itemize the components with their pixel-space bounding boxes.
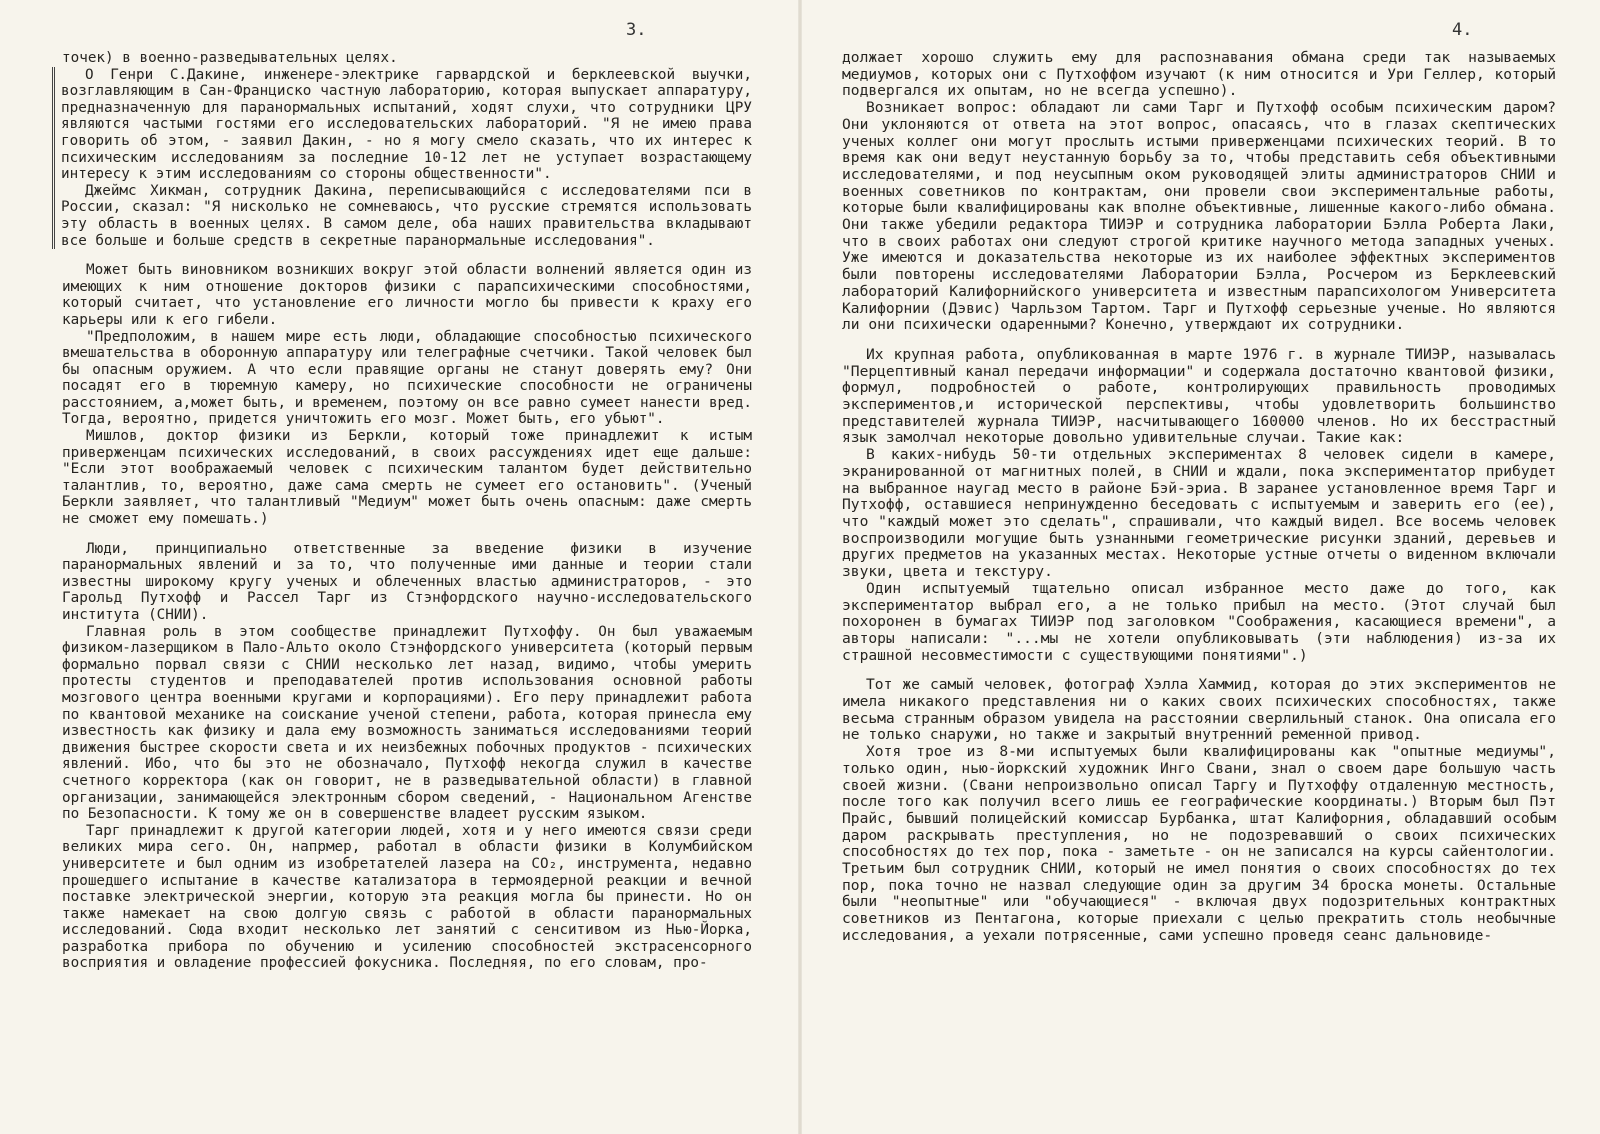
paragraph: Один испытуемый тщательно описал избранное место даже до того, как экспериментатор выбрал его, а не только прибыл на место. (Этот случай был похоронен в бумагах ТИИЭР под заголовком "Соображения, касающиеся времени", а авторы написали: "...мы не хотели опубликовывать (эти наблюдения) из-за их страшной несовместимости с существующими понятиями".): [842, 579, 1556, 664]
page-4: [800, 0, 1600, 1134]
paragraph-marked: О Генри С.Дакине, инженере-электрике гарвардской и берклеевской выучки, возглавляющим в Сан-Франциско частную лабораторию, которая выпускает аппаратуру, предназначенную для паранормальных испытаний, ходят слухи, что сотрудники ЦРУ являются частыми гостями его исследовательских лабораторий. "Я не имею права говорить об этом, - заявил Дакин, - но я могу смело сказать, что их интерес к психическим исследованиям за последние 10-12 лет не уступает возрастающему интересу к этим исследованиям со стороны общественности".: [52, 67, 752, 183]
paragraph: Может быть виновником возникших вокруг этой области волнений является один из имеющих к ним отношение докторов физики с парапсихическими способностями, который считает, что установление его личности могло бы привести к краху его карьеры или к его гибели.: [62, 262, 752, 328]
page-number: 3.: [626, 20, 647, 40]
paragraph: В каких-нибудь 50-ти отдельных экспериментах 8 человек сидели в камере, экранированной от магнитных полей, в СНИИ и ждали, пока экспериментатор прибудет на выбранное наугад место в районе Бэй-эриа. В заранее установленное время Тарг и Путхофф, оставшиеся непринужденно беседовать с испытуемым и заверить его (ее), что "каждый может это сделать", спрашивали, что каждый видел. Все восемь человек воспроизводили могущие быть узнанными геометрические рисунки зданий, деревьев и других предметов на указанных местах. Некоторые устные отчеты о виденном включали звуки, цвета и текстуру.: [842, 446, 1556, 581]
page-number: 4.: [1452, 20, 1473, 40]
paragraph: "Предположим, в нашем мире есть люди, обладающие способностью психического вмешательства в оборонную аппаратуру или телеграфные счетчики. Такой человек был бы опасным оружием. А что если правящие органы не станут доверять ему? Они посадят его в тюремную камеру, но психические способности не ограничены расстоянием, а,может быть, и временем, поэтому он все равно сумеет нанести вред. Тогда, вероятно, придется уничтожить его мозг. Может быть, его убьют".: [62, 328, 752, 428]
paragraph: точек) в военно-разведывательных целях.: [62, 50, 398, 66]
paragraph: Люди, принципиально ответственные за введение физики в изучение паранормальных явлений и за то, что полученные ими данные и теории стали известны широкому кругу ученых и облеченных властью администраторов, - это Гарольд Путхофф и Рассел Тарг из Стэнфордского научно-исследовательского института (СНИИ).: [62, 540, 752, 623]
paragraph: должает хорошо служить ему для распознавания обмана среди так называемых медиумов, которых они с Путхоффом изучают (к ним относится и Ури Геллер, который подвергался их опытам, но не всегда успешно).: [842, 49, 1556, 100]
paragraph: Тот же самый человек, фотограф Хэлла Хаммид, которая до этих экспериментов не имела никакого представления ни о каких своих психических способностях, также весьма странным образом увидела на расстоянии сверлильный станок. Она описала его не только снаружи, но также и закрытый внутренний ременной привод.: [842, 676, 1556, 744]
paragraph: Возникает вопрос: обладают ли сами Тарг и Путхофф особым психическим даром? Они уклоняются от ответа на этот вопрос, опасаясь, что в глазах скептических ученых коллег они могут прослыть истыми приверженцами психических теорий. В то время как они ведут неустанную борьбу за то, чтобы представить себя объективными исследователями, и под неусыпным оком руководящей элиты администраторов СНИИ и военных советников по контрактам, они провели свои экспериментальные работы, которые были квалифицированы как вполне объективные, лишенные какого-либо обмана. Они также убедили редактора ТИИЭР и сотрудника лаборатории Бэлла Роберта Лаки, что в своих работах они следуют строгой критике научного метода западных ученых. Уже имеются и доказательства некоторые из их наиболее эффектных экспериментов были повторены исследователями Лаборатории Бэлла, Росчером из Берклеевский лабораторий Калифорнийского университета и известным парапсихологом Университета Калифорнии (Дэвис) Чарльзом Тартом. Тарг и Путхофф серьезные ученые. Но являются ли они психически одаренными? Конечно, утверждают их сотрудники.: [842, 99, 1556, 334]
page-text: [842, 50, 1556, 958]
paragraph: Их крупная работа, опубликованная в марте 1976 г. в журнале ТИИЭР, называлась "Перцептивный канал передачи информации" и содержала достаточно квантовой физики, формул, подробностей о работе, контролирующих правильность проводимых экспериментов,и исторической перспективы, чтобы удовлетворить большинство представителей журнала ТИИЭР, насчитывающего 160000 членов. Но их бесстрастный язык замолчал некоторые довольно удивительные случаи. Такие как:: [842, 345, 1556, 447]
paragraph: Хотя трое из 8-ми испытуемых были квалифицированы как "опытные медиумы", только один, нью-йоркский художник Инго Свани, знал о своем даре большую часть своей жизни. (Свани непроизвольно описал Таргу и Путхоффу отдаленную местность, после того как получил всего лишь ее географические координаты.) Вторым был Пэт Прайс, бывший полицейский комиссар Бурбанка, штат Калифорния, обладавший особым даром раскрывать преступления, но не подозревавший о своих психических способностях до тех пор, пока - заметьте - он не записался на курсы сайентологии. Третьим был сотрудник СНИИ, который не имел понятия о своих способностях до тех пор, пока точно не назвал следующие один за другим 34 броска монеты. Остальные были "неопытные" или "обучающиеся" - включая двух подозрительных контрактных советников из Пентагона, которые приехали с целью прекратить столь необычные исследования, а уехали потрясенные, сами успешно проведя сеанс дальновиде-: [842, 743, 1556, 944]
paragraph: Главная роль в этом сообществе принадлежит Путхоффу. Он был уважаемым физиком-лазерщиком в Пало-Альто около Стэнфордского университета (который первым формально порвал связи с СНИИ несколько лет назад, видимо, чтобы умерить протесты студентов и преподавателей против использования основной работы мозгового центра военными кругами и корпорациями). Его перу принадлежит работа по квантовой механике на соискание ученой степени, работа, которая принесла ему известность как физику и дала ему возможность заниматься исследованиями теорий движения быстрее скорости света и их неизбежных побочных продуктов - психических явлений. Ибо, что бы это не обозначало, Путхофф некогда служил в качестве счетного корректора (как он говорит, не в разведывательной области) в главной организации, занимающейся электронным сбором сведений, - Национальном Агенстве по Безопасности. К тому же он в совершенстве владеет русским языком.: [62, 623, 752, 823]
paragraph-marked: Джеймс Хикман, сотрудник Дакина, переписывающийся с исследователями пси в России, сказал: "Я нисколько не сомневаюсь, что русские стремятся использовать эту область в военных целях. В самом деле, оба наших правительства вкладывают все больше и больше средств в секретные паранормальные исследования".: [52, 183, 752, 249]
page-text: [62, 50, 752, 985]
paragraph: Тарг принадлежит к другой категории людей, хотя и у него имеются связи среди великих мира сего. Он, напрмер, работал в области физики в Колумбийском университете и был одним из изобретателей лазера на CO₂, инструмента, недавно прошедшего испытание в качестве катализатора в термоядерной реакции и вечной поставке электрической энергии, которую эта реакция могла бы принести. Но он также намекает на свою долгую связь с работой в области паранормальных исследований. Сюда входит несколько лет занятий с сенситивом из Нью-Йорка, разработка прибора по обучению и усилению способностей экстрасенсорного восприятия и овладение профессией фокусника. Последняя, по его словам, про-: [62, 822, 752, 972]
paragraph: Мишлов, доктор физики из Беркли, который тоже принадлежит к истым приверженцам психических исследований, в своих рассуждениях идет еще дальше: "Если этот воображаемый человек с психическим талантом будет действительно талантлив, то, вероятно, даже сама смерть не сумеет его остановить". (Ученый Беркли заявляет, что талантливый "Медиум" может быть очень опасным: даже смерть не сможет ему помешать.): [62, 428, 752, 528]
